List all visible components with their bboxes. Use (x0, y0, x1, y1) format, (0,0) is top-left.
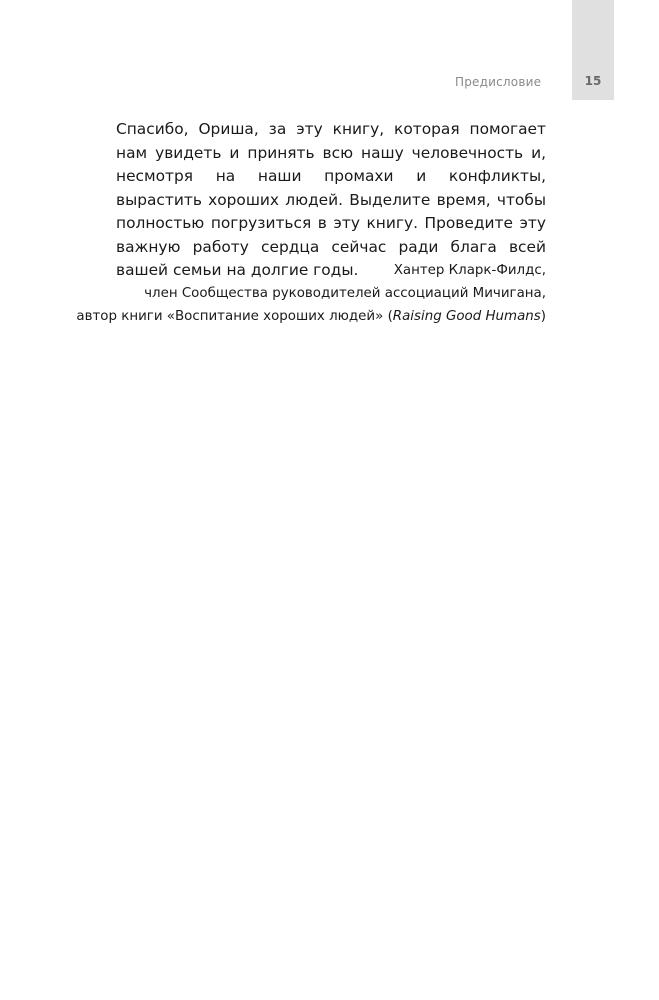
attribution-book (66, 305, 546, 328)
body-paragraph: Спасибо, Ориша, за эту книгу, которая помогает нам увидеть и принять всю нашу человечность и, несмотря на наши промахи и конфликты, вырастить хороших людей. Выделите время, чтобы полностью погрузиться в эту книгу. Проведите эту важную работу сердца сейчас ради блага всей вашей семьи на долгие годы. (116, 120, 546, 279)
attribution-block (66, 259, 546, 328)
attribution-book-original-title: Raising Good Humans (392, 309, 541, 324)
attribution-name: Хантер Кларк-Филдс, (393, 263, 546, 278)
attribution-book-suffix: ) (540, 309, 546, 324)
attribution-role: член Сообщества руководителей ассоциаций Мичигана, (144, 286, 546, 301)
body-paragraph-container (116, 118, 546, 283)
page-number: 15 (584, 74, 602, 88)
attribution-book-prefix: автор книги «Воспитание хороших людей» ( (76, 309, 393, 324)
running-header: Предисловие (455, 75, 542, 89)
page-number-tab (572, 0, 614, 100)
